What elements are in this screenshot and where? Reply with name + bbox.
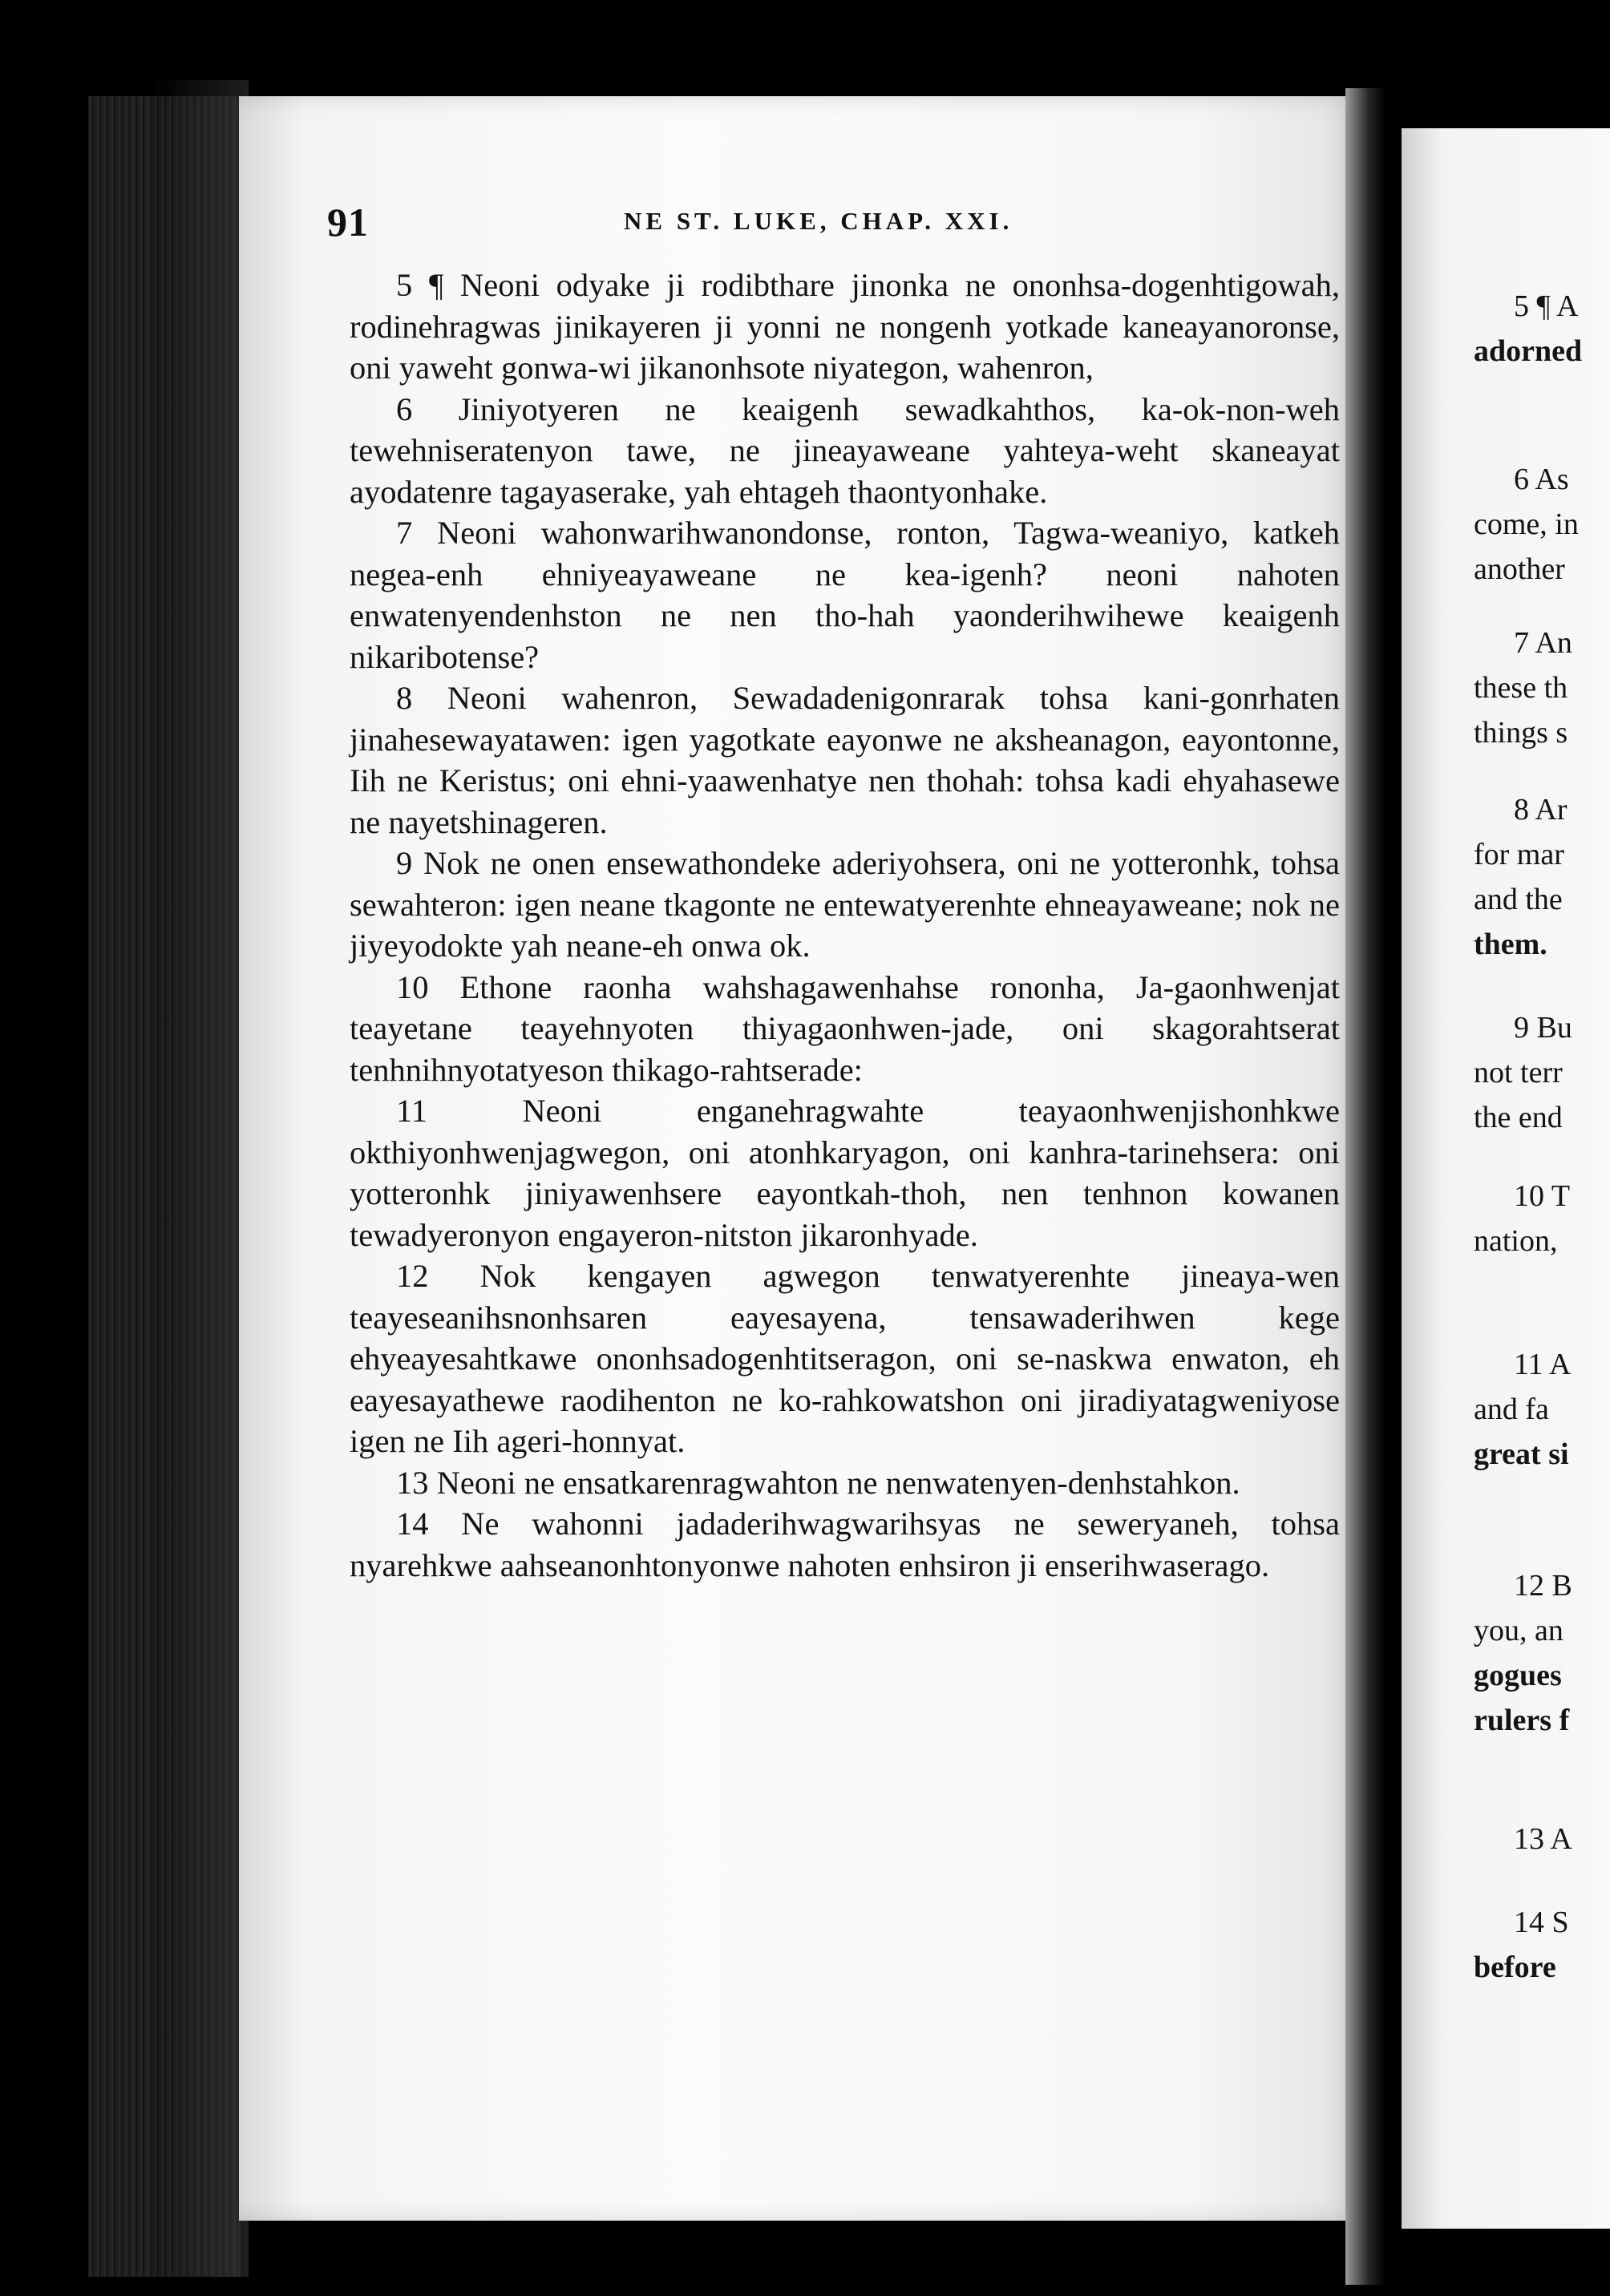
page-header: [327, 199, 1361, 247]
right-fragment: these th: [1474, 671, 1568, 705]
right-fragment: gogues: [1474, 1659, 1562, 1692]
verse-14: 14 Ne wahonni jadaderihwagwarihsyas ne seweryaneh, tohsa nyarehkwe aahseanonhtonyonwe nahoten enhsiron ji enserihwaserago.: [350, 1506, 1340, 1583]
right-fragment: 10 T: [1514, 1179, 1571, 1213]
verse-13: 13 Neoni ne ensatkarenragwahton ne nenwatenyen-denhstahkon.: [396, 1464, 1240, 1501]
right-fragment: and fa: [1474, 1393, 1549, 1426]
right-fragment: 11 A: [1514, 1348, 1572, 1381]
verse-7: 7 Neoni wahonwarihwanondonse, ronton, Tagwa-weaniyo, katkeh negea-enh ehniyeayaweane ne kea-igenh? neoni nahoten enwatenyendenhston ne nen tho-hah yaonderihwihewe keaigenh nikaribotense?: [350, 515, 1340, 675]
right-fragment: and the: [1474, 883, 1563, 916]
page-edge-shadow: [152, 80, 249, 2277]
verse-8: 8 Neoni wahenron, Sewadadenigonrarak tohsa kani-gonrhaten jinahesewayatawen: igen yagotkate eayonwe ne aksheanagon, eayontonne, Iih ne Keristus; oni ehni-yaawenhatye nen thohah: tohsa kadi ehyahasewe ne nayetshinageren.: [350, 680, 1340, 840]
verse-text-block: [350, 265, 1340, 1586]
verse-12: 12 Nok kengayen agwegon tenwatyerenhte jineaya-wen teayeseanihsnonhsaren eayesayena, tensawaderihwen kege ehyeayesahtkawe ononhsadogenhtitseragon, oni se-naskwa enwaton, eh eayesayathewe raodihenton ne ko-rahkowatshon oni jiradiyatagweniyose igen ne Iih ageri-honnyat.: [350, 1258, 1340, 1459]
right-fragment: 8 Ar: [1514, 793, 1568, 827]
verse-5: 5 ¶ Neoni odyake ji rodibthare jinonka ne ononhsa-dogenhtigowah, rodinehragwas jinikayeren ji yonni ne nongenh yotkade kaneayanoronse, oni yaweht gonwa-wi jikanonhsote niyategon, wahenron,: [350, 267, 1340, 386]
right-fragment: 7 An: [1514, 626, 1572, 660]
right-fragment: 12 B: [1514, 1569, 1572, 1603]
right-fragment: you, an: [1474, 1614, 1563, 1647]
right-fragment: great si: [1474, 1437, 1569, 1471]
right-fragment: 5 ¶ A: [1514, 289, 1579, 323]
right-fragment: nation,: [1474, 1224, 1558, 1258]
right-fragment: the end: [1474, 1101, 1563, 1134]
right-fragment: for mar: [1474, 838, 1564, 871]
right-fragment: things s: [1474, 716, 1568, 750]
right-fragment: 13 A: [1514, 1822, 1572, 1856]
verse-10: 10 Ethone raonha wahshagawenhahse rononha, Ja-gaonhwenjat teayetane teayehnyoten thiyagaonhwen-jade, oni skagorahtserat tenhnihnyotatyeson thikago-rahtserade:: [350, 968, 1340, 1088]
verse-6: 6 Jiniyotyeren ne keaigenh sewadkahthos, ka-ok-non-weh tewehniseratenyon tawe, ne jineayaweane yahteya-weht skaneayat ayodatenre tagayaserake, yah ehtageh thaontyonhake.: [350, 390, 1340, 510]
verse-9: 9 Nok ne onen ensewathondeke aderiyohsera, oni ne yotteronhk, tohsa sewahteron: igen neane tkagonte ne entewatyerenhte ehneayaweane; nok ne jiyeyodokte yah neane-eh onwa ok.: [350, 845, 1340, 964]
right-fragment: 14 S: [1514, 1906, 1569, 1939]
right-fragment: 9 Bu: [1514, 1011, 1572, 1045]
verse-11: 11 Neoni enganehragwahte teayaonhwenjishonhkwe okthiyonhwenjagwegon, oni atonhkaryagon, oni kanhra-tarinehsera: oni yotteronhk jiniyawenhsere eayontkah-thoh, nen tenhnon kowanen tewadyeronyon engayeron-nitston jikaronhyade.: [350, 1093, 1340, 1253]
right-fragment: rulers f: [1474, 1704, 1570, 1737]
right-fragment: come, in: [1474, 507, 1579, 541]
running-head: NE ST. LUKE, CHAP. XXI.: [624, 207, 1013, 235]
right-fragment: not terr: [1474, 1056, 1563, 1089]
right-fragment: them.: [1474, 928, 1547, 961]
right-fragment: 6 As: [1514, 463, 1569, 496]
right-fragment: another: [1474, 552, 1565, 586]
page-number: 91: [327, 200, 369, 245]
right-fragment: adorned: [1474, 334, 1583, 368]
book-gutter: [1345, 88, 1402, 2285]
right-fragment: before: [1474, 1950, 1556, 1984]
